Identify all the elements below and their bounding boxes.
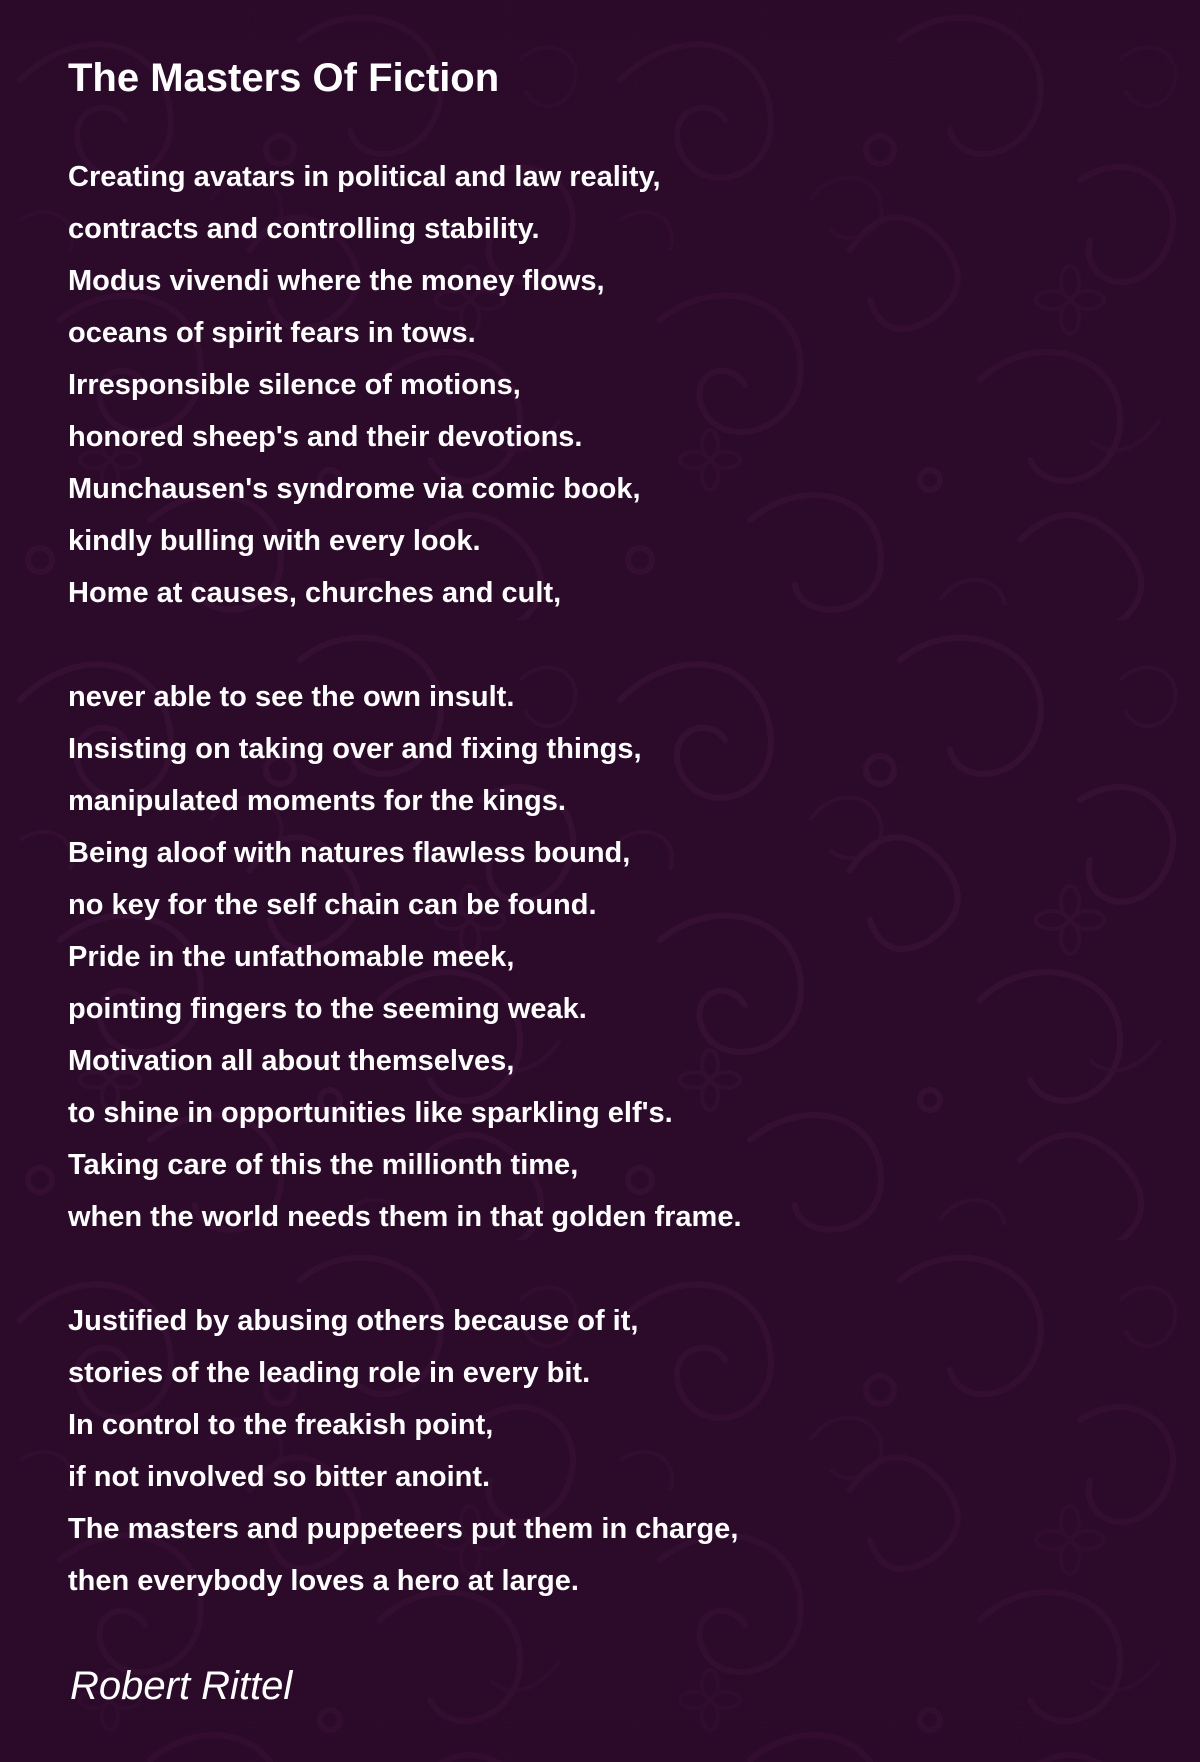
poem-line: The masters and puppeteers put them in charge,: [68, 1513, 739, 1545]
poem-line: Modus vivendi where the money flows,: [68, 265, 605, 297]
poem-line: Insisting on taking over and fixing things,: [68, 733, 642, 765]
poem-line: if not involved so bitter anoint.: [68, 1461, 491, 1493]
poem-line: no key for the self chain can be found.: [68, 889, 597, 921]
stanza-1: [68, 151, 1128, 619]
poem-line: manipulated moments for the kings.: [68, 785, 566, 817]
poem-line: Munchausen's syndrome via comic book,: [68, 473, 641, 505]
poem-line: when the world needs them in that golden frame.: [68, 1201, 742, 1233]
poem-line: oceans of spirit fears in tows.: [68, 317, 476, 349]
poem-line: then everybody loves a hero at large.: [68, 1565, 579, 1597]
poem-line: Pride in the unfathomable meek,: [68, 941, 515, 973]
poem-line: to shine in opportunities like sparkling elf's.: [68, 1097, 673, 1129]
poem-line: Home at causes, churches and cult,: [68, 577, 562, 609]
poem-line: Motivation all about themselves,: [68, 1045, 515, 1077]
poem-line: Creating avatars in political and law reality,: [68, 161, 661, 193]
stanza-3: [68, 1295, 1128, 1607]
poem-line: pointing fingers to the seeming weak.: [68, 993, 587, 1025]
poem-line: kindly bulling with every look.: [68, 525, 481, 557]
poem-line: Being aloof with natures flawless bound,: [68, 837, 631, 869]
poem-line: Taking care of this the millionth time,: [68, 1149, 579, 1181]
poem-line: stories of the leading role in every bit.: [68, 1357, 591, 1389]
poem-body: [68, 151, 1128, 1659]
stanza-2: [68, 671, 1128, 1243]
poem-title: The Masters Of Fiction: [68, 56, 500, 100]
poem-line: contracts and controlling stability.: [68, 213, 540, 245]
poem-author: Robert Rittel: [70, 1664, 293, 1708]
poem-line: Irresponsible silence of motions,: [68, 369, 521, 401]
poem-line: In control to the freakish point,: [68, 1409, 494, 1441]
poem-line: never able to see the own insult.: [68, 681, 515, 713]
poem-line: Justified by abusing others because of it,: [68, 1305, 639, 1337]
poem-line: honored sheep's and their devotions.: [68, 421, 583, 453]
